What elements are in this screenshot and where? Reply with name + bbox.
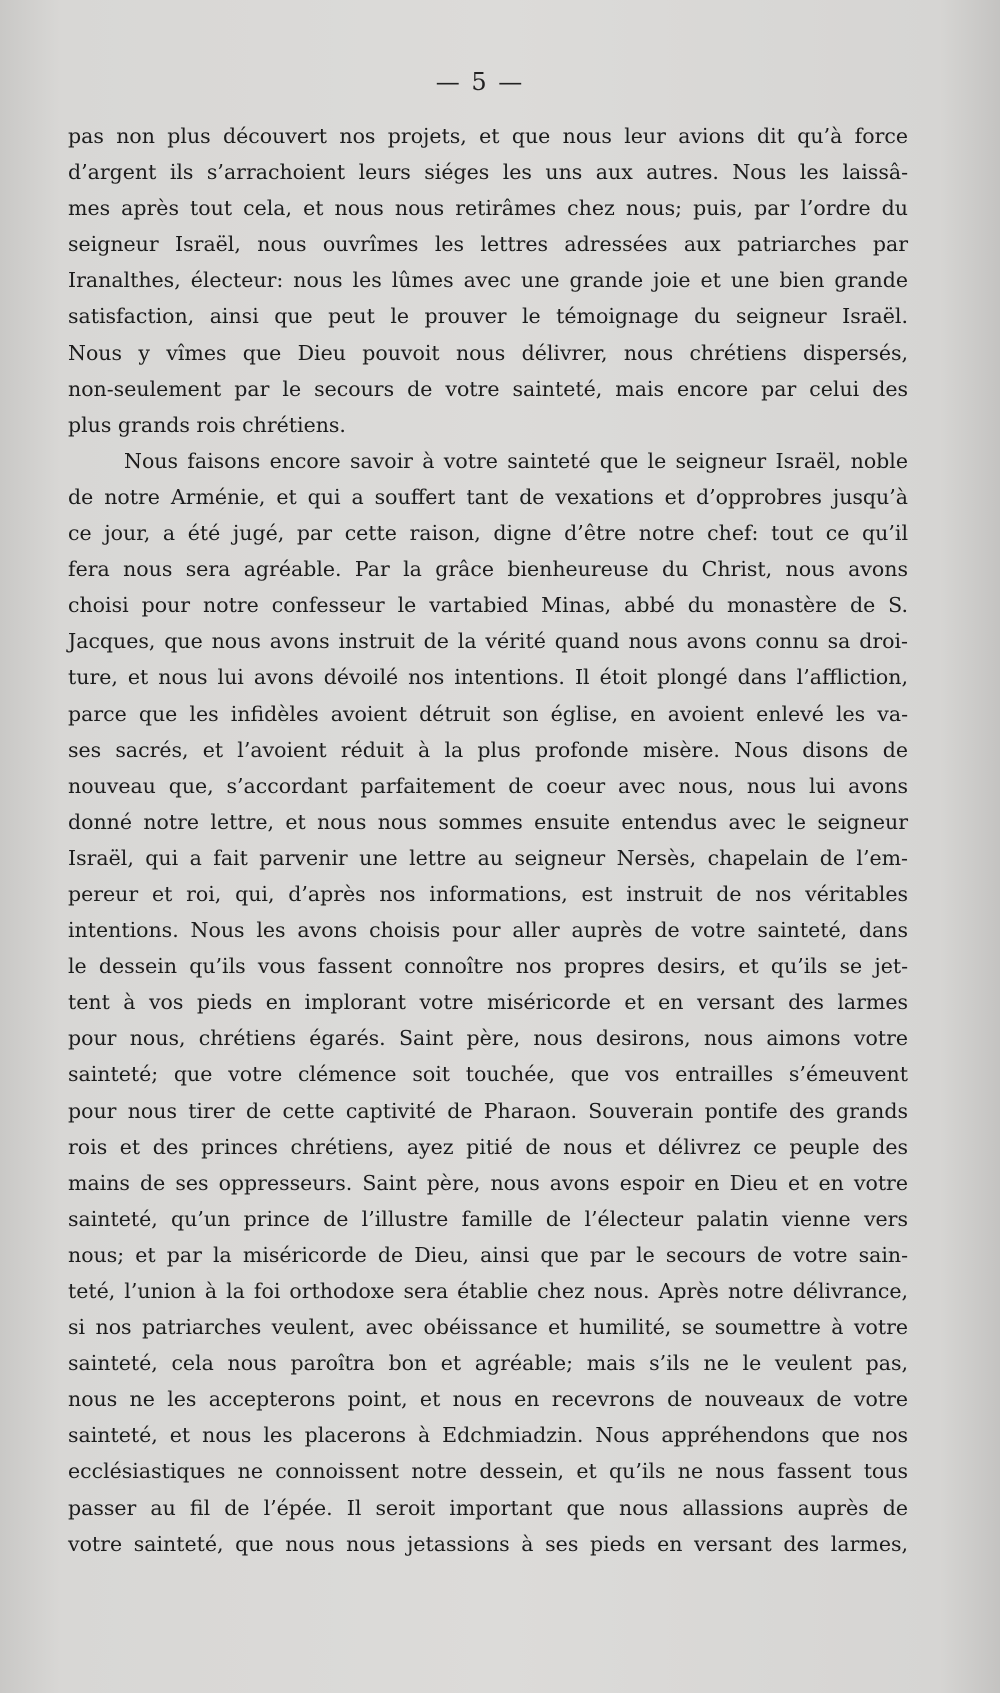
text-line: Iranalthes, électeur: nous les lûmes avec une grande joie et une bien grande xyxy=(68,268,908,293)
text-line: sainteté, et nous les placerons à Edchmiadzin. Nous appréhendons que nos xyxy=(68,1423,908,1448)
text-line: mes après tout cela, et nous nous retirâmes chez nous; puis, par l’ordre du xyxy=(68,196,908,221)
text-line: ses sacrés, et l’avoient réduit à la plus profonde misère. Nous disons de xyxy=(68,737,908,762)
text-line: nous; et par la miséricorde de Dieu, ainsi que par le secours de votre sain- xyxy=(68,1242,908,1267)
text-line: Jacques, que nous avons instruit de la vérité quand nous avons connu sa droi- xyxy=(68,629,908,654)
text-line: satisfaction, ainsi que peut le prouver le témoignage du seigneur Israël. xyxy=(68,304,908,329)
text-line: Nous y vîmes que Dieu pouvoit nous délivrer, nous chrétiens dispersés, xyxy=(68,340,908,365)
text-line: mains de ses oppresseurs. Saint père, nous avons espoir en Dieu et en votre xyxy=(68,1170,908,1195)
text-line: de notre Arménie, et qui a souffert tant de vexations et d’opprobres jusqu’à xyxy=(68,484,908,509)
text-line: fera nous sera agréable. Par la grâce bienheureuse du Christ, nous avons xyxy=(68,557,908,582)
text-line: nous ne les accepterons point, et nous en recevrons de nouveaux de votre xyxy=(68,1387,908,1412)
text-line: non-seulement par le secours de votre sainteté, mais encore par celui des xyxy=(68,376,908,401)
text-line: d’argent ils s’arrachoient leurs siéges les uns aux autres. Nous les laissâ- xyxy=(68,160,908,185)
text-line: pereur et roi, qui, d’après nos informations, est instruit de nos véritables xyxy=(68,881,908,906)
text-line: seigneur Israël, nous ouvrîmes les lettres adressées aux patriarches par xyxy=(68,232,908,257)
text-line: teté, l’union à la foi orthodoxe sera établie chez nous. Après notre délivrance, xyxy=(68,1279,908,1303)
text-line: nouveau que, s’accordant parfaitement de coeur avec nous, nous lui avons xyxy=(68,773,908,798)
page-number: — 5 — xyxy=(435,68,525,96)
text-line: le dessein qu’ils vous fassent connoître nos propres desirs, et qu’ils se jet- xyxy=(68,954,908,979)
text-line: si nos patriarches veulent, avec obéissance et humilité, se soumettre à votre xyxy=(68,1315,908,1340)
text-line: sainteté; que votre clémence soit touchée, que vos entrailles s’émeuvent xyxy=(68,1062,908,1087)
text-line: plus grands rois chrétiens. xyxy=(68,412,346,437)
body-text xyxy=(68,118,908,1562)
text-line: donné notre lettre, et nous nous sommes ensuite entendus avec le seigneur xyxy=(68,809,908,834)
text-line: sainteté, qu’un prince de l’illustre famille de l’électeur palatin vienne vers xyxy=(68,1206,908,1231)
text-line: parce que les infidèles avoient détruit son église, en avoient enlevé les va- xyxy=(68,701,908,726)
text-line: sainteté, cela nous paroîtra bon et agréable; mais s’ils ne le veulent pas, xyxy=(68,1351,908,1376)
text-line: ture, et nous lui avons dévoilé nos intentions. Il étoit plongé dans l’affliction, xyxy=(68,665,908,690)
text-line: tent à vos pieds en implorant votre miséricorde et en versant des larmes xyxy=(68,990,908,1015)
text-line: votre sainteté, que nous nous jetassions à ses pieds en versant des larmes, xyxy=(68,1531,908,1556)
text-line: ecclésiastiques ne connoissent notre dessein, et qu’ils ne nous fassent tous xyxy=(68,1459,908,1484)
text-line: pour nous tirer de cette captivité de Pharaon. Souverain pontife des grands xyxy=(68,1098,908,1123)
text-line: pas non plus découvert nos projets, et que nous leur avions dit qu’à force xyxy=(68,124,908,148)
text-line: ce jour, a été jugé, par cette raison, digne d’être notre chef: tout ce qu’il xyxy=(68,521,908,546)
text-line: rois et des princes chrétiens, ayez pitié de nous et délivrez ce peuple des xyxy=(68,1134,908,1159)
text-line: Nous faisons encore savoir à votre sainteté que le seigneur Israël, noble xyxy=(124,448,908,473)
text-line: Israël, qui a fait parvenir une lettre au seigneur Nersès, chapelain de l’em- xyxy=(68,845,908,870)
text-line: pour nous, chrétiens égarés. Saint père, nous desirons, nous aimons votre xyxy=(68,1026,908,1051)
text-line: choisi pour notre confesseur le vartabied Minas, abbé du monastère de S. xyxy=(68,593,908,618)
text-line: passer au fil de l’épée. Il seroit important que nous allassions auprès de xyxy=(68,1495,908,1520)
text-line: intentions. Nous les avons choisis pour aller auprès de votre sainteté, dans xyxy=(68,918,908,943)
